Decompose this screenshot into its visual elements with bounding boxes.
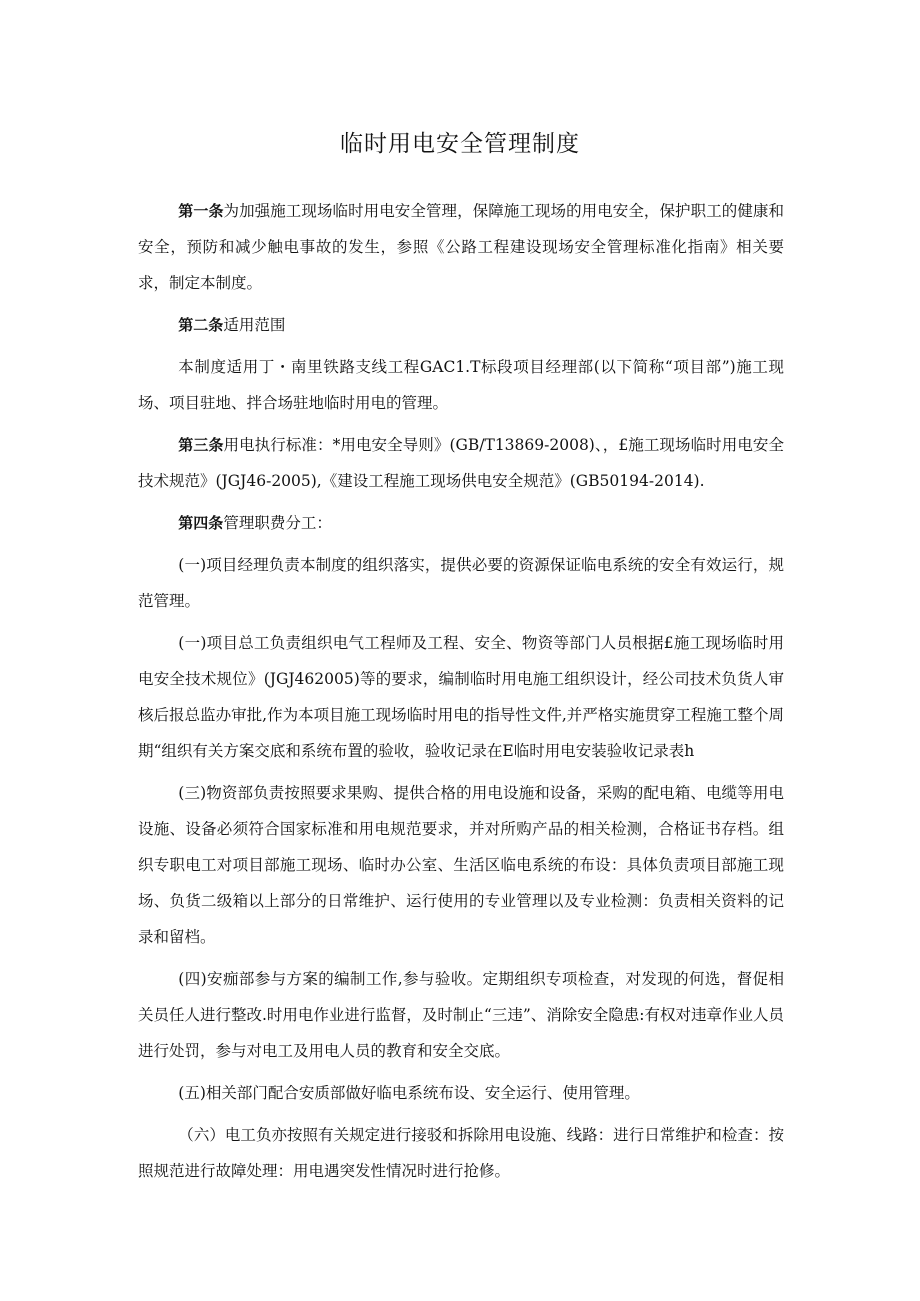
document-title: 临时用电安全管理制度 (340, 131, 580, 157)
duty-item-1 (138, 547, 784, 619)
paragraph-text: (三)物资部负责按照要求果购、提供合格的用电设施和设备，采购的配电箱、电缆等用电设施、设备必须符合国家标准和用电规范要求，并对所购产品的相关检测，合格证书存档。组织专职电工对项目部施工现场、临时办公室、生活区临电系统的布设：具体负责项目部施工现场、负货二级箱以上部分的日常维护、运行使用的专业管理以及专业检测：负责相关资料的记录和留档。 (138, 784, 784, 946)
scope-paragraph (138, 349, 784, 421)
article-3-paragraph (138, 427, 784, 499)
paragraph-text: 本制度适用丁・南里铁路支线工程GAC1.T标段项目经理部(以下简称“项目部”)施工现场、项目驻地、拌合场驻地临时用电的管理。 (138, 358, 784, 412)
duty-item-4 (138, 961, 784, 1069)
article-label: 第三条 (178, 436, 224, 454)
article-text: 为加强施工现场临时用电安全管理，保障施工现场的用电安全，保护职工的健康和安全，预防和减少触电事故的发生，参照《公路工程建设现场安全管理标准化指南》相关要求，制定本制度。 (138, 202, 784, 292)
article-label: 第二条 (178, 316, 224, 334)
paragraph-text: (四)安痂部参与方案的编制工作,参与验收。定期组织专项检查，对发现的何选，督促相关员任人进行整改.时用电作业进行监督，及时制止“三违”、消除安全隐患:有权对违章作业人员进行处罚，参与对电工及用电人员的教育和安全交底。 (138, 970, 785, 1060)
paragraph-text: (五)相关部门配合安质部做好临电系统布设、安全运行、使用管理。 (178, 1084, 640, 1102)
paragraph-text: (一)项目经理负责本制度的组织落实，提供必要的资源保证临电系统的安全有效运行，规范管理。 (138, 556, 784, 610)
duty-item-3 (138, 775, 784, 955)
article-4-paragraph (138, 505, 784, 541)
paragraph-text: （六）电工负亦按照有关规定进行接驳和拆除用电设施、线路：进行日常维护和检查：按照规范进行故障处理：用电遇突发性情况时进行抢修。 (138, 1126, 784, 1180)
paragraph-text: (一)项目总工负责组织电气工程师及工程、安全、物资等部门人员根据£施工现场临时用电安全技术规位》(JGJ462005)等的要求，编制临时用电施工组织设计，经公司技术负货人审核后报总监办审批,作为本项目施工现场临时用电的指导性文件,并严格实施贯穿工程施工整个周期“组织有关方案交底和系统布置的验收，验收记录在E临时用电安装验收记录表h (138, 634, 784, 760)
duty-item-5 (138, 1075, 784, 1111)
article-text: 管理职费分工： (223, 514, 332, 532)
article-1-paragraph (138, 193, 784, 301)
article-label: 第四条 (178, 514, 224, 532)
article-label: 第一条 (178, 202, 224, 220)
duty-item-2 (138, 625, 784, 769)
article-text: 适用范围 (223, 316, 286, 334)
duty-item-6 (138, 1117, 784, 1189)
article-text: 用电执行标准：*用电安全导则》(GB/T13869-2008)、，£施工现场临时用电安全技术规范》(JGJ46-2005),《建设工程施工现场供电安全规范》(GB50194-2014). (138, 436, 784, 490)
article-2-paragraph (138, 307, 784, 343)
document-body (138, 193, 784, 1189)
